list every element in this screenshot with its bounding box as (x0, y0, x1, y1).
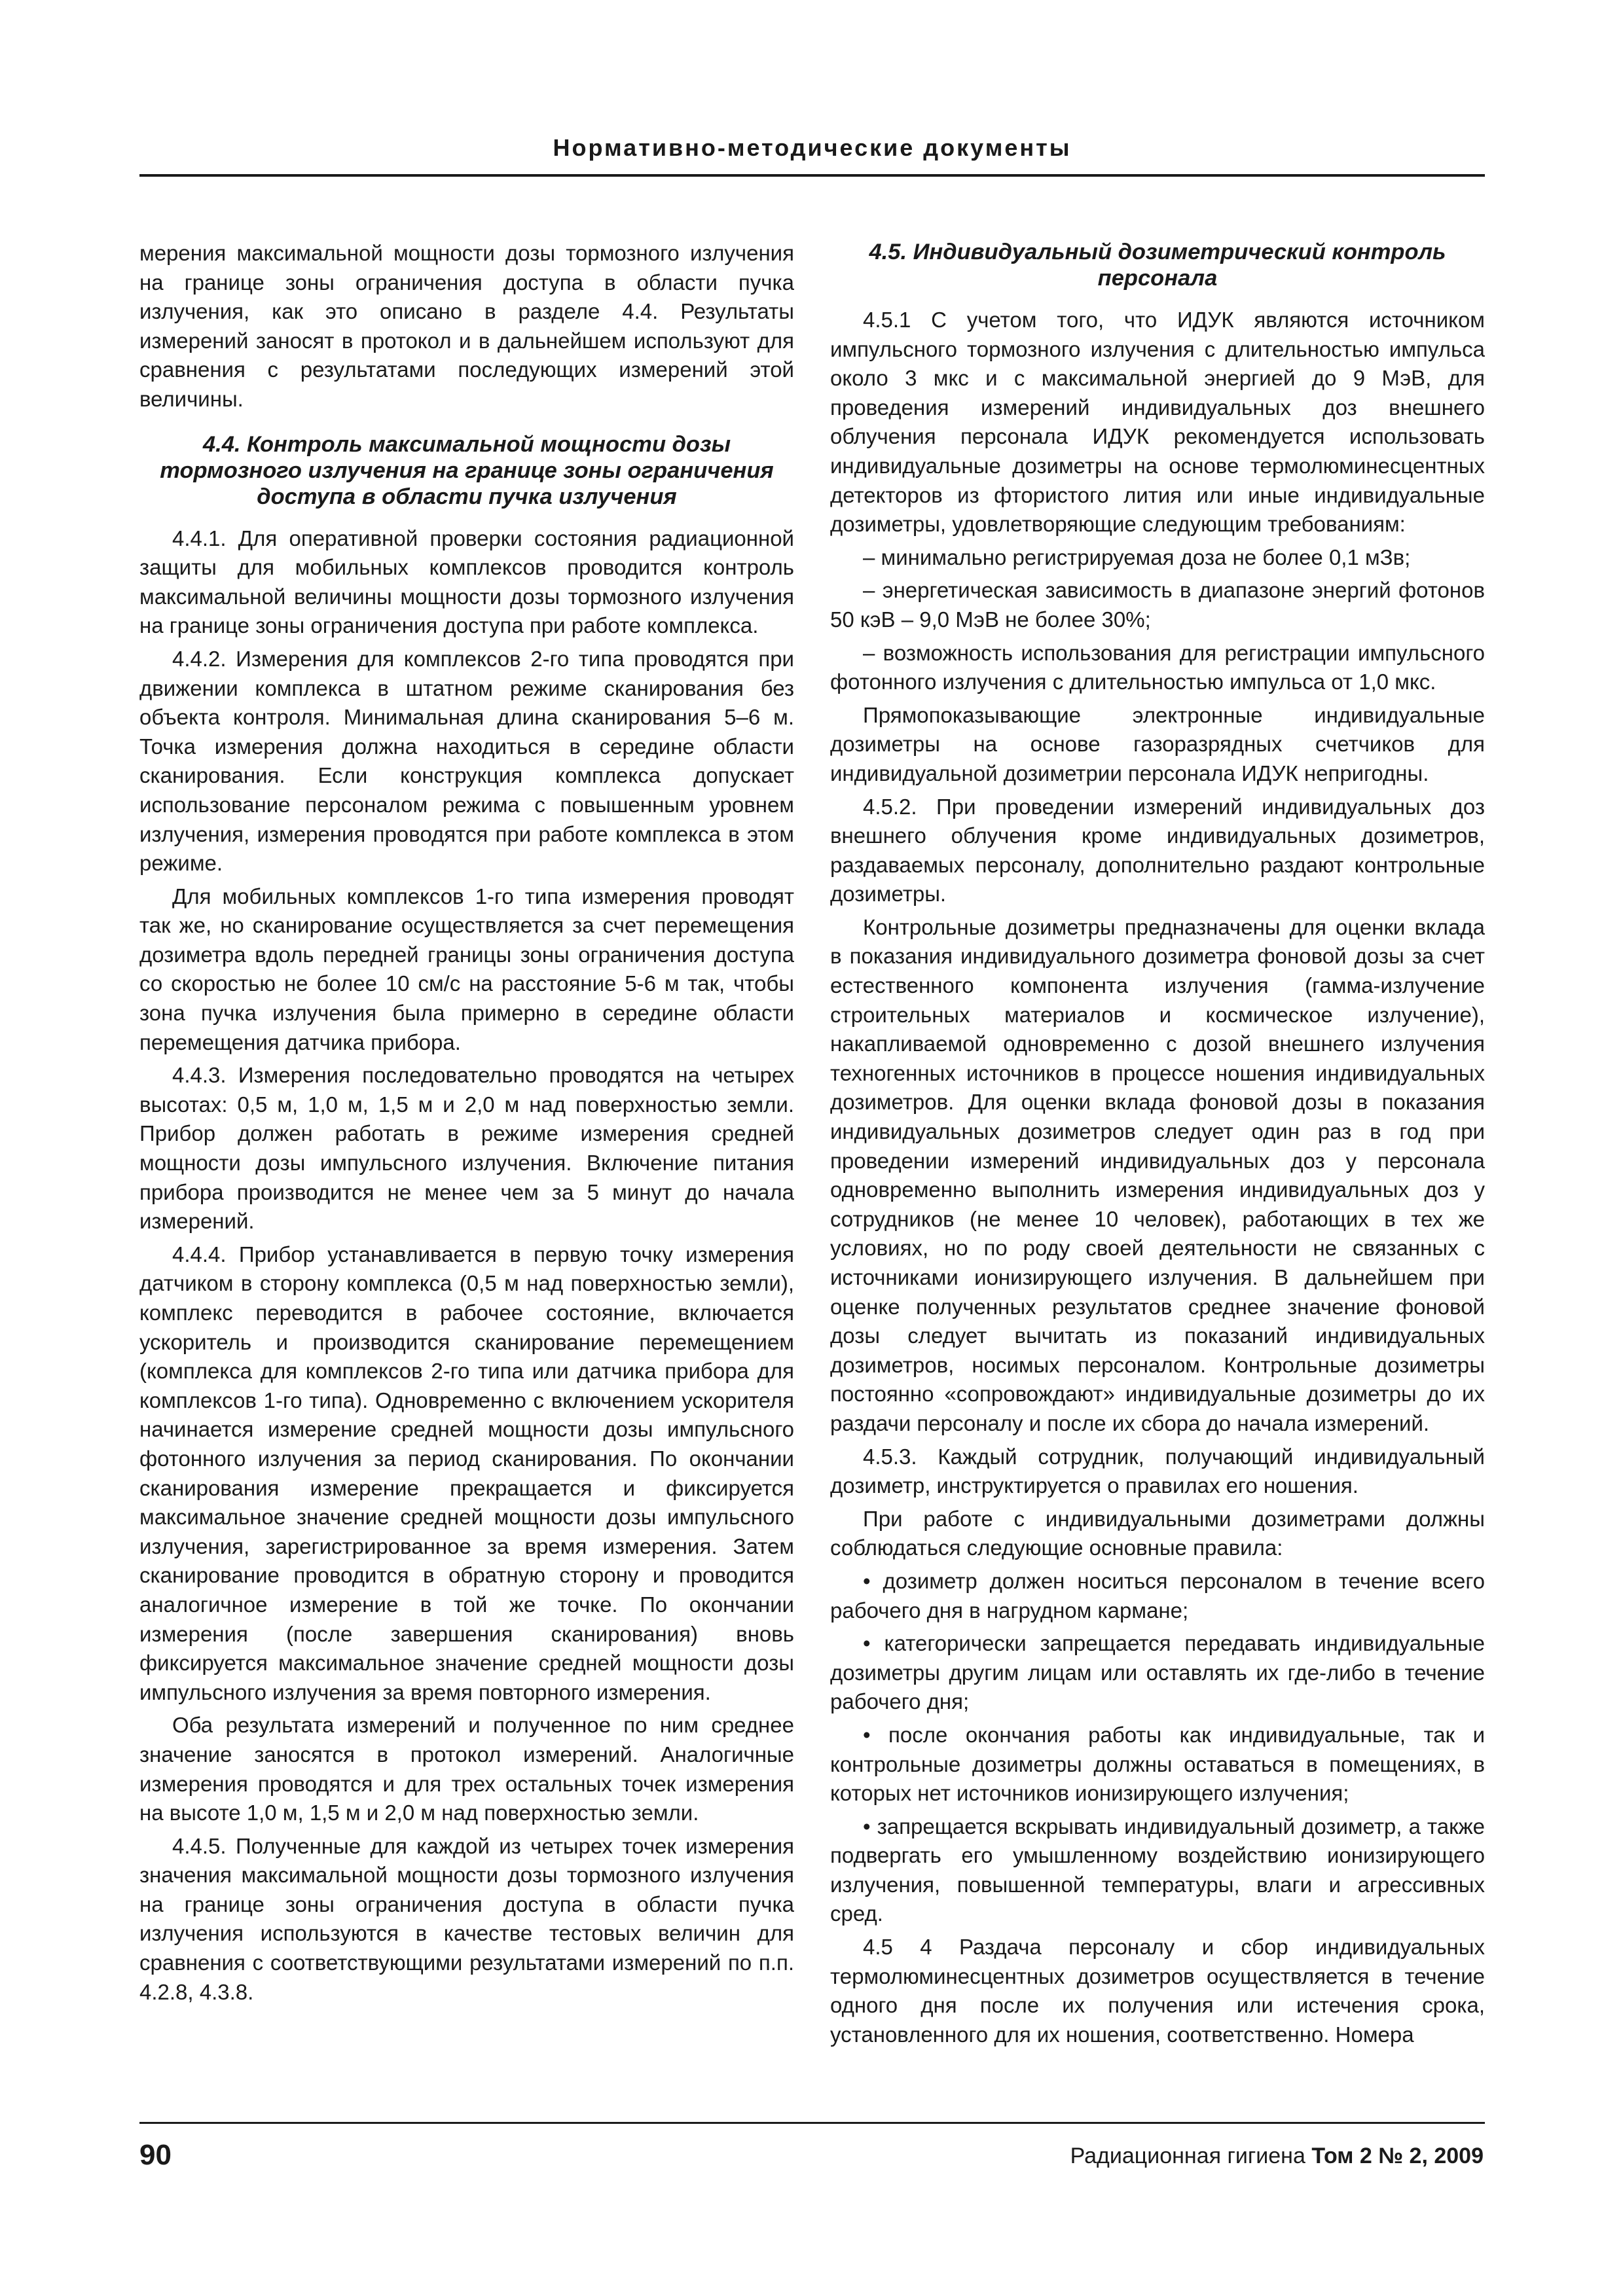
intro-paragraph: мерения максимальной мощности дозы тормозного излучения на границе зоны ограничения доступа в области пучка излучения, как это описано в разделе 4.4. Результаты измерений заносят в протокол и в дальнейшем используют для сравнения с результатами последующих измерений этой величины. (139, 241, 794, 411)
paragraph-control-dosimeters: Контрольные дозиметры предназначены для оценки вклада в показания индивидуального дозиметра фоновой дозы за счет естественного компонента излучения (гамма-излучение строительных материалов и космическое излучение), накапливаемой одновременно с дозой внешнего излучения техногенных источников в процессе ношения индивидуальных дозиметров. Для оценки вклада фоновой дозы в показания индивидуальных дозиметров следует один раз в год при проведении измерений индивидуальных доз у персонала одновременно выполнить измерения индивидуальных доз у сотрудников (не менее 10 человек), работающих в тех же условиях, но по роду своей деятельности не связанных с источниками ионизирующего излучения. В дальнейшем при оценке полученных результатов среднее значение фоновой дозы следует вычитать из показаний индивидуальных дозиметров, носимых персоналом. Контрольные дозиметры постоянно «сопровождают» индивидуальные дозиметры до их раздачи персоналу и после их сбора до начала измерений. (830, 914, 1485, 1435)
rule-item: • дозиметр должен носиться персоналом в течение всего рабочего дня в нагрудном кармане; (830, 1568, 1485, 1623)
requirement-item: – минимально регистрируемая доза не более 0,1 мЗв; (863, 545, 1411, 569)
requirement-item: – энергетическая зависимость в диапазоне энергий фотонов 50 кэВ – 9,0 МэВ не более 30%; (830, 578, 1485, 632)
paragraph-4-4-3: 4.4.3. Измерения последовательно проводятся на четырех высотах: 0,5 м, 1,0 м, 1,5 м и 2,0 м над поверхностью земли. Прибор должен работать в режиме измерения средней мощности дозы импульсного излучения. Включение питания прибора производится не менее чем за 5 минут до начала измерений. (139, 1063, 794, 1234)
page-number: 90 (139, 2139, 172, 2171)
journal-reference (1070, 2144, 1484, 2169)
right-column (830, 239, 1485, 2053)
paragraph-4-4-2: 4.4.2. Измерения для комплексов 2-го типа проводятся при движении комплекса в штатном режиме сканирования без объекта контроля. Минимальная длина сканирования 5–6 м. Точка измерения должна находиться в середине области сканирования. Если конструкция комплекса допускает использование персоналом режима с повышенным уровнем излучения, измерения проводятся при работе комплекса в этом режиме. (139, 646, 794, 876)
requirement-item: – возможность использования для регистрации импульсного фотонного излучения с длительностью импульса от 1,0 мкс. (830, 640, 1485, 694)
section-heading-4-5: 4.5. Индивидуальный дозиметрический контроль персонала (869, 240, 1446, 291)
paragraph-4-5-3: 4.5.3. Каждый сотрудник, получающий индивидуальный дозиметр, инструктируется о правилах его ношения. (830, 1444, 1485, 1498)
paragraph-4-5-1: 4.5.1 С учетом того, что ИДУК являются источником импульсного тормозного излучения с длительностью импульса около 3 мкс и с максимальной энергией до 9 МэВ, для проведения измерений индивидуальных доз внешнего облучения персонала ИДУК рекомендуется использовать индивидуальные дозиметры на основе термолюминесцентных детекторов из фтористого лития или иные индивидуальные дозиметры, удовлетворяющие следующим требованиям: (830, 308, 1485, 537)
paragraph-4-4-4: 4.4.4. Прибор устанавливается в первую точку измерения датчиком в сторону комплекса (0,5 м над поверхностью земли), комплекс переводится в рабочее состояние, включается ускоритель и производится сканирование перемещением (комплекса для комплексов 2-го типа или датчика прибора для комплексов 1-го типа). Одновременно с включением ускорителя начинается измерение средней мощности дозы импульсного фотонного излучения за период сканирования. По окончании сканирования измерение прекращается и фиксируется максимальное значение средней мощности дозы импульсного излучения, зарегистрированное за время измерения. Затем сканирование проводится в обратную сторону и проводится аналогичное измерение в той же точке. По окончании измерения (после завершения сканирования) вновь фиксируется максимальное значение средней мощности дозы импульсного излучения за время повторного измерения. (139, 1242, 794, 1704)
rule-item: • категорически запрещается передавать индивидуальные дозиметры другим лицам или оставлять их где-либо в течение рабочего дня; (830, 1631, 1485, 1714)
rule-item: • запрещается вскрывать индивидуальный дозиметр, а также подвергать его умышленному воздействию ионизирующего излучения, повышенной температуры, влаги и агрессивных сред. (830, 1814, 1485, 1926)
paragraph-4-4-1: 4.4.1. Для оперативной проверки состояния радиационной защиты для мобильных комплексов проводится контроль максимальной величины мощности дозы тормозного излучения на границе зоны ограничения доступа при работе комплекса. (139, 526, 794, 638)
running-header: Нормативно-методические документы (553, 134, 1072, 161)
section-heading-4-4: 4.4. Контроль максимальной мощности дозы тормозного излучения на границе зоны ограничения доступа в области пучка излучения (160, 431, 774, 509)
paragraph-direct-reading: Прямопоказывающие электронные индивидуальные дозиметры на основе газоразрядных счетчиков для индивидуальной дозиметрии персонала ИДУК непригодны. (830, 702, 1485, 785)
journal-issue: Том 2 № 2, 2009 (1311, 2144, 1484, 2168)
paragraph-results: Оба результата измерений и полученное по ним среднее значение заносятся в протокол измерений. Аналогичные измерения проводятся и для трех остальных точек измерения на высоте 1,0 м, 1,5 м и 2,0 м над поверхностью земли. (139, 1713, 794, 1825)
footer-rule (139, 2122, 1485, 2124)
paragraph-4-5-4: 4.5 4 Раздача персоналу и сбор индивидуальных термолюминесцентных дозиметров осуществляется в течение одного дня после их получения или истечения срока, установленного для их ношения, соответственно. Номера (830, 1935, 1485, 2047)
paragraph-4-4-5: 4.4.5. Полученные для каждой из четырех точек измерения значения максимальной мощности дозы тормозного излучения на границе зоны ограничения доступа в области пучка излучения используются в качестве тестовых величин для сравнения с соответствующими результатами измерений по п.п. 4.2.8, 4.3.8. (139, 1833, 794, 2004)
journal-name: Радиационная гигиена (1070, 2144, 1305, 2168)
paragraph-4-5-2: 4.5.2. При проведении измерений индивидуальных доз внешнего облучения кроме индивидуальных дозиметров, раздаваемых персоналу, дополнительно раздают контрольные дозиметры. (830, 794, 1485, 906)
header-rule (139, 174, 1485, 177)
paragraph-type1: Для мобильных комплексов 1-го типа измерения проводят так же, но сканирование осуществляется за счет перемещения дозиметра вдоль передней границы зоны ограничения доступа со скоростью не более 10 см/с на расстояние 5-6 м так, чтобы зона пучка излучения была примерно в середине области перемещения датчика прибора. (139, 884, 794, 1054)
paragraph-rules-intro: При работе с индивидуальными дозиметрами должны соблюдаться следующие основные правила: (830, 1506, 1485, 1560)
rule-item: • после окончания работы как индивидуальные, так и контрольные дозиметры должны оставаться в помещениях, в которых нет источников ионизирующего излучения; (830, 1722, 1485, 1806)
left-column (139, 239, 794, 2011)
